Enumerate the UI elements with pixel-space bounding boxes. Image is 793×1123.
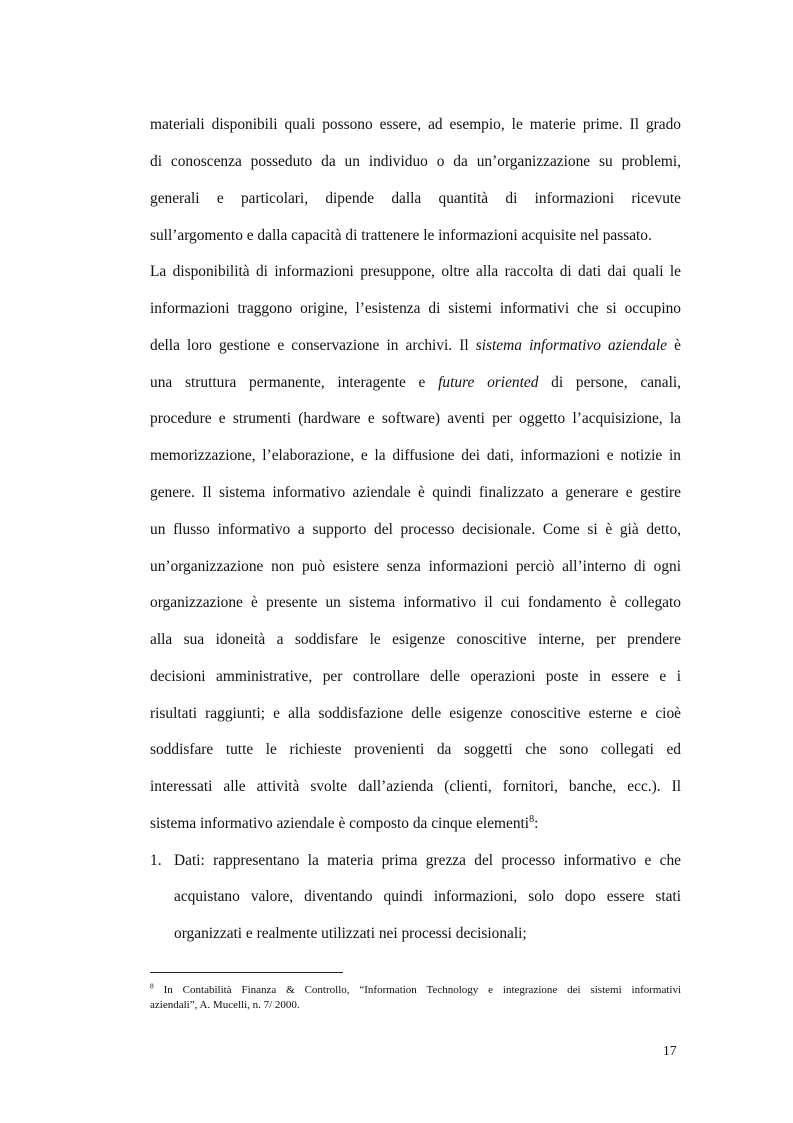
footnote-marker: 8 — [150, 981, 154, 991]
body-line: materiali disponibili quali possono essere, ad esempio, le materie prime. Il grado — [150, 116, 681, 133]
list-item-line: organizzati e realmente utilizzati nei processi decisionali; — [174, 925, 527, 942]
body-line — [150, 373, 681, 393]
body-line: organizzazione è presente un sistema informativo il cui fondamento è collegato — [150, 594, 681, 611]
body-line: interessati alle attività svolte dall’azienda (clienti, fornitori, banche, ecc.). Il — [150, 778, 681, 795]
list-item-line: acquistano valore, diventando quindi informazioni, solo dopo essere stati — [174, 888, 681, 905]
body-line — [150, 336, 681, 356]
footnote-line: aziendali”, A. Mucelli, n. 7/ 2000. — [150, 999, 300, 1011]
body-line: La disponibilità di informazioni presuppone, oltre alla raccolta di dati dai quali le — [150, 263, 681, 280]
footnote-separator — [150, 972, 343, 973]
list-item-number: 1. — [150, 852, 162, 869]
body-line: genere. Il sistema informativo aziendale è quindi finalizzato a generare e gestire — [150, 484, 681, 501]
body-text: sistema informativo aziendale è composto da cinque elementi — [150, 815, 530, 832]
body-line: un flusso informativo a supporto del processo decisionale. Come si è già detto, — [150, 521, 681, 538]
body-line — [150, 814, 681, 834]
body-text: una struttura permanente, interagente e — [150, 374, 426, 391]
body-line: informazioni traggono origine, l’esistenza di sistemi informativi che si occupino — [150, 300, 681, 317]
footnote-text: In Contabilità Finanza & Controllo, “Information Technology e integrazione dei sistemi informativi — [163, 984, 681, 996]
footnote-line — [150, 983, 681, 997]
body-line: procedure e strumenti (hardware e software) aventi per oggetto l’acquisizione, la — [150, 410, 681, 427]
body-line: soddisfare tutte le richieste provenienti da soggetti che sono collegati ed — [150, 741, 681, 758]
body-text: è — [674, 337, 681, 354]
body-text: : — [534, 815, 539, 832]
body-text: della loro gestione e conservazione in archivi. Il — [150, 337, 469, 354]
body-line: di conoscenza posseduto da un individuo o da un’organizzazione su problemi, — [150, 153, 681, 170]
body-line: memorizzazione, l’elaborazione, e la diffusione dei dati, informazioni e notizie in — [150, 447, 681, 464]
footnote-reference[interactable]: 8 — [529, 813, 535, 825]
page-number: 17 — [663, 1043, 677, 1058]
body-line: sull’argomento e dalla capacità di trattenere le informazioni acquisite nel passato. — [150, 227, 652, 244]
body-text: di persone, canali, — [551, 374, 681, 391]
body-line: risultati raggiunti; e alla soddisfazione delle esigenze conoscitive esterne e cioè — [150, 705, 681, 722]
body-line: un’organizzazione non può esistere senza informazioni perciò all’interno di ogni — [150, 558, 681, 575]
body-line: generali e particolari, dipende dalla quantità di informazioni ricevute — [150, 190, 681, 207]
emphasis-text: future oriented — [438, 374, 539, 391]
body-line: decisioni amministrative, per controllare delle operazioni poste in essere e i — [150, 668, 681, 685]
body-line: alla sua idoneità a soddisfare le esigenze conoscitive interne, per prendere — [150, 631, 681, 648]
list-item-line: Dati: rappresentano la materia prima grezza del processo informativo e che — [174, 852, 681, 869]
emphasis-text: sistema informativo aziendale — [475, 337, 668, 354]
